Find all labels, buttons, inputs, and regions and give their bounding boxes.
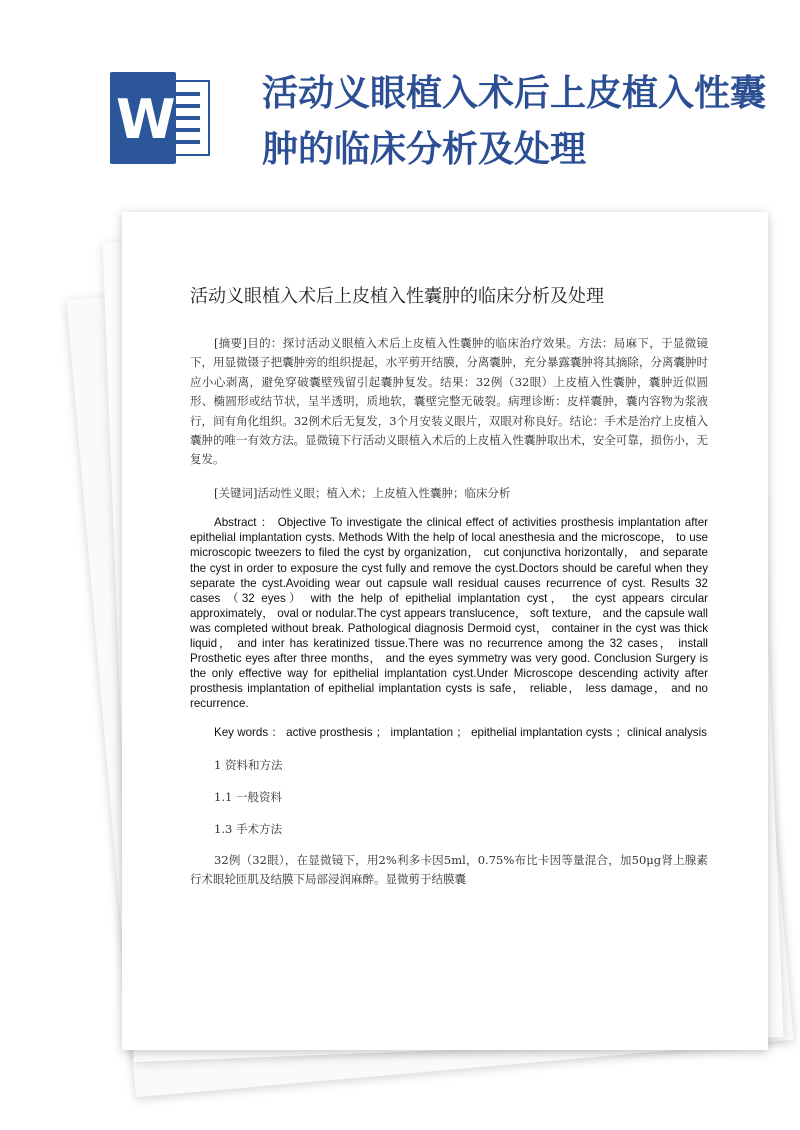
- document-content: [190, 282, 708, 889]
- document-page: [122, 212, 768, 1050]
- keywords-chinese: [关键词]活动性义眼；植入术；上皮植入性囊肿；临床分析: [214, 485, 511, 500]
- method-paragraph: 32例（32眼），在显微镜下，用2%利多卡因5ml，0.75%布比卡因等量混合，加50μg肾上腺素行术眼轮匝肌及结膜下局部浸润麻醉。显微剪于结膜囊: [190, 852, 708, 886]
- section-heading-1: 1 资料和方法: [214, 757, 283, 772]
- keywords-english: Key words ： active prosthesis ； implantation ； epithelial implantation cysts ；clinical analysis: [214, 726, 707, 740]
- banner-title: 活动义眼植入术后上皮植入性囊肿的临床分析及处理: [262, 73, 767, 170]
- abstract-chinese: [摘要]目的：探讨活动义眼植入术后上皮植入性囊肿的临床治疗效果。方法：局麻下，于显微镜下，用显微镊子把囊肿旁的组织提起，水平剪开结膜，分离囊肿，充分暴露囊肿将其摘除，分离囊肿时应小心剥离，避免穿破囊壁残留引起囊肿复发。结果：32例（32眼）上皮植入性囊肿，囊肿近似圆形、椭圆形或结节状，呈半透明，质地软，囊壁完整无破裂。病理诊断：皮样囊肿，囊内容物为浆液行，间有角化组织。32例术后无复发，3个月安装义眼片，双眼对称良好。结论：手术是治疗上皮植入囊肿的唯一有效方法。显微镜下行活动义眼植入术后的上皮植入性囊肿取出术，安全可靠，损伤小，无复发。: [190, 336, 708, 467]
- word-document-icon: [110, 72, 212, 164]
- document-title: 活动义眼植入术后上皮植入性囊肿的临床分析及处理: [190, 286, 604, 307]
- word-logo-letter: W: [116, 88, 172, 151]
- section-heading-1-1: 1.1 一般资料: [214, 789, 282, 804]
- section-heading-1-3: 1.3 手术方法: [214, 821, 282, 836]
- word-badge: [110, 72, 176, 164]
- abstract-english: Abstract ： Objective To investigate the clinical effect of activities prosthesis implantation after epithelial implantation cysts. Methods With the help of local anesthesia and the microscope， to use microscopic tweezers to filed the cyst by organization， cut conjunctiva horizontally， and separate the cyst in order to exposure the cyst fully and remove the cyst.Doctors should be careful when they separate the cyst.Avoiding wear out capsule wall residual causes recurrence of cyst. Results 32 cases （32 eyes） with the help of epithelial implantation cyst， the cyst appears circular approximately， oval or nodular.The cyst appears translucence， soft texture， and the capsule wall was completed without break. Pathological diagnosis Dermoid cyst， container in the cyst was thick liquid， and inter has keratinized tissue.There was no recurrence among the 32 cases， install Prosthetic eyes after three months， and the eyes symmetry was very good. Conclusion Surgery is the only effective way for epithelial implantation cyst.Under Microscope descending activity after prosthesis implantation of epithelial implantation cysts is safe， reliable， less damage， and no recurrence.: [190, 516, 708, 711]
